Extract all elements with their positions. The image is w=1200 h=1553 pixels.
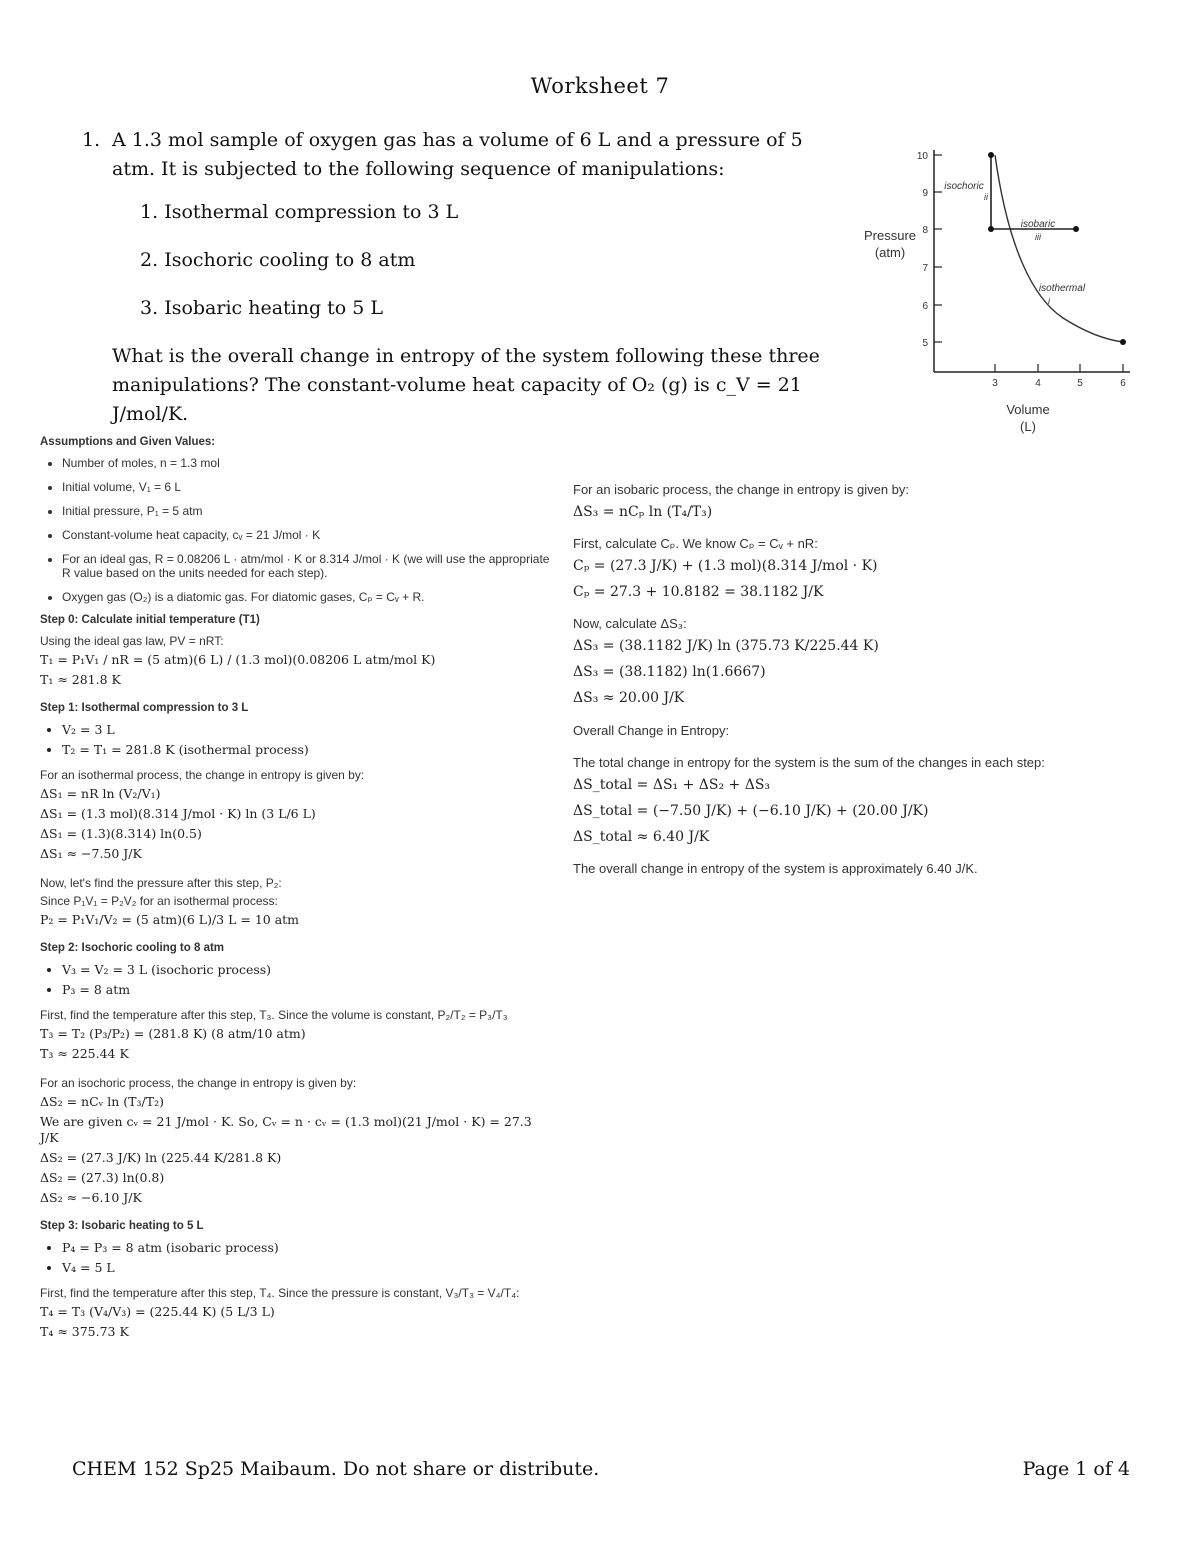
equation: ΔS₁ = (1.3 mol)(8.314 J/mol · K) ln (3 L/6 L): [40, 806, 316, 821]
y-tick-label: 5: [922, 338, 928, 349]
step2-text2: For an isochoric process, the change in entropy is given by:: [40, 1076, 357, 1090]
y-tick-label: 9: [922, 188, 928, 199]
solution-right-column: [573, 483, 1153, 880]
equation: ΔS₂ = (27.3) ln(0.8): [40, 1170, 165, 1185]
overall-heading: Overall Change in Entropy:: [573, 723, 730, 738]
list-item: • Initial pressure, P₁ = 5 atm: [62, 504, 550, 518]
isochoric-label: isochoric: [944, 181, 984, 192]
list-item: • Oxygen gas (O₂) is a diatomic gas. For diatomic gases, Cₚ = Cᵥ + R.: [62, 590, 550, 604]
list-item: • V₃ = V₂ = 3 L (isochoric process): [62, 962, 550, 978]
y-axis-label: Pressure: [863, 228, 917, 243]
equation: T₃ = T₂ (P₃/P₂) = (281.8 K) (8 atm/10 atm): [40, 1026, 306, 1041]
equation: Cₚ = 27.3 + 10.8182 = 38.1182 J/K: [573, 584, 824, 600]
isobaric-label: isobaric: [1020, 219, 1056, 230]
equation: ΔS_total = (−7.50 J/K) + (−6.10 J/K) + (20.00 J/K): [573, 803, 929, 819]
total-text: The total change in entropy for the system is the sum of the changes in each step:: [573, 755, 1045, 770]
isothermal-number: i: [1048, 296, 1050, 306]
isochoric-number: ii: [984, 192, 988, 202]
problem-1: [82, 126, 822, 429]
step1-text2: Now, let's find the pressure after this step, P₂:: [40, 876, 282, 890]
footer-page-number: Page 1 of 4: [1022, 1458, 1130, 1480]
x-axis-label: Volume: [1006, 402, 1050, 417]
step2-heading: Step 2: Isochoric cooling to 8 atm: [40, 942, 225, 954]
equation: ΔS₂ = (27.3 J/K) ln (225.44 K/281.8 K): [40, 1150, 282, 1165]
equation: Cₚ = (27.3 J/K) + (1.3 mol)(8.314 J/mol · K): [573, 558, 878, 574]
problem-number: 1.: [82, 129, 101, 151]
step2-list: [40, 962, 550, 998]
step1-text3: Since P₁V₁ = P₂V₂ for an isothermal process:: [40, 894, 278, 908]
equation: ΔS₁ = nR ln (V₂/V₁): [40, 786, 161, 801]
equation: ΔS₁ ≈ −7.50 J/K: [40, 846, 142, 861]
step1-heading: Step 1: Isothermal compression to 3 L: [40, 702, 249, 714]
assumptions-heading: Assumptions and Given Values:: [40, 436, 216, 448]
step3-text: First, find the temperature after this step, T₄. Since the pressure is constant, V₃/T₃ = V₄/T₄:: [40, 1286, 520, 1300]
footer-course: CHEM 152 Sp25 Maibaum. Do not share or distribute.: [72, 1458, 600, 1480]
equation: ΔS₃ ≈ 20.00 J/K: [573, 690, 685, 706]
state-point: [988, 226, 994, 232]
pv-diagram: [858, 138, 1158, 438]
isobaric-number: iii: [1035, 232, 1041, 242]
step-number: 2.: [140, 249, 159, 271]
equation: T₁ ≈ 281.8 K: [40, 672, 121, 687]
step-number: 1.: [140, 201, 159, 223]
ds3-text: Now, calculate ΔS₃:: [573, 616, 687, 631]
isobaric-text: For an isobaric process, the change in entropy is given by:: [573, 482, 910, 497]
y-tick-label: 6: [922, 301, 928, 312]
x-tick-label: 3: [992, 378, 998, 389]
x-axis-unit: (L): [1020, 419, 1036, 434]
isothermal-curve: [995, 155, 1123, 342]
equation: T₃ ≈ 225.44 K: [40, 1046, 129, 1061]
equation: ΔS_total = ΔS₁ + ΔS₂ + ΔS₃: [573, 777, 771, 793]
equation: ΔS_total ≈ 6.40 J/K: [573, 829, 710, 845]
state-point: [988, 152, 994, 158]
equation: P₂ = P₁V₁/V₂ = (5 atm)(6 L)/3 L = 10 atm: [40, 912, 300, 927]
list-item: • For an ideal gas, R = 0.08206 L · atm/mol · K or 8.314 J/mol · K (we will use the appropriate R value based on the units needed for each step).: [62, 552, 550, 580]
y-axis-unit: (atm): [874, 245, 906, 260]
x-tick-label: 5: [1077, 378, 1083, 389]
step-number: 3.: [140, 297, 159, 319]
equation: ΔS₃ = (38.1182 J/K) ln (375.73 K/225.44 K): [573, 638, 879, 654]
step1-text: For an isothermal process, the change in entropy is given by:: [40, 768, 365, 782]
isothermal-label: isothermal: [1038, 283, 1086, 294]
equation: T₄ ≈ 375.73 K: [40, 1324, 129, 1339]
solution-left-column: [40, 436, 550, 1344]
list-item: [140, 198, 822, 227]
y-tick-label: 8: [922, 225, 928, 236]
step-text: Isobaric heating to 5 L: [164, 297, 384, 319]
list-item: • T₂ = T₁ = 281.8 K (isothermal process): [62, 742, 550, 758]
y-ticks: [934, 155, 942, 342]
equation: T₁ = P₁V₁ / nR = (5 atm)(6 L) / (1.3 mol)(0.08206 L atm/mol K): [40, 652, 436, 667]
list-item: [140, 246, 822, 275]
equation: We are given cᵥ = 21 J/mol · K. So, Cᵥ = n · cᵥ = (1.3 mol)(21 J/mol · K) = 27.3 J/K: [40, 1114, 532, 1145]
list-item: • Initial volume, V₁ = 6 L: [62, 480, 550, 494]
step0-text: Using the ideal gas law, PV = nRT:: [40, 634, 224, 648]
x-tick-label: 6: [1120, 378, 1126, 389]
list-item: • Number of moles, n = 1.3 mol: [62, 456, 550, 470]
equation: ΔS₂ ≈ −6.10 J/K: [40, 1190, 142, 1205]
list-item: • Constant-volume heat capacity, cᵥ = 21 J/mol · K: [62, 528, 550, 542]
manipulation-list: [82, 198, 822, 323]
problem-intro: A 1.3 mol sample of oxygen gas has a volume of 6 L and a pressure of 5 atm. It is subjected to the following sequence of manipulations:: [112, 129, 803, 180]
step0-heading: Step 0: Calculate initial temperature (T1): [40, 614, 260, 626]
y-tick-label: 7: [922, 263, 928, 274]
conclusion-text: The overall change in entropy of the system is approximately 6.40 J/K.: [573, 861, 978, 876]
step1-list: [40, 722, 550, 758]
page-title: Worksheet 7: [530, 74, 670, 98]
list-item: [140, 294, 822, 323]
list-item: • V₄ = 5 L: [62, 1260, 550, 1276]
equation: ΔS₃ = (38.1182) ln(1.6667): [573, 664, 766, 680]
equation: T₄ = T₃ (V₄/V₃) = (225.44 K) (5 L/3 L): [40, 1304, 275, 1319]
x-ticks: [995, 364, 1123, 372]
step-text: Isochoric cooling to 8 atm: [164, 249, 416, 271]
y-tick-label: 10: [916, 151, 928, 162]
list-item: • V₂ = 3 L: [62, 722, 550, 738]
step-text: Isothermal compression to 3 L: [164, 201, 459, 223]
cp-text: First, calculate Cₚ. We know Cₚ = Cᵥ + nR:: [573, 536, 818, 551]
list-item: • P₃ = 8 atm: [62, 982, 550, 998]
state-point: [1120, 339, 1126, 345]
equation: ΔS₁ = (1.3)(8.314) ln(0.5): [40, 826, 202, 841]
assumptions-list: [40, 456, 550, 604]
equation: ΔS₂ = nCᵥ ln (T₃/T₂): [40, 1094, 164, 1109]
step3-heading: Step 3: Isobaric heating to 5 L: [40, 1220, 204, 1232]
state-point: [1073, 226, 1079, 232]
step2-text: First, find the temperature after this step, T₃. Since the volume is constant, P₂/T₂ = P₃/T₃: [40, 1008, 508, 1022]
problem-question: What is the overall change in entropy of the system following these three manipulations? The constant-volume heat capacity of O₂ (g) is c_V = 21 J/mol/K.: [112, 345, 820, 425]
equation: ΔS₃ = nCₚ ln (T₄/T₃): [573, 504, 713, 520]
step3-list: [40, 1240, 550, 1276]
x-tick-label: 4: [1035, 378, 1041, 389]
list-item: • P₄ = P₃ = 8 atm (isobaric process): [62, 1240, 550, 1256]
